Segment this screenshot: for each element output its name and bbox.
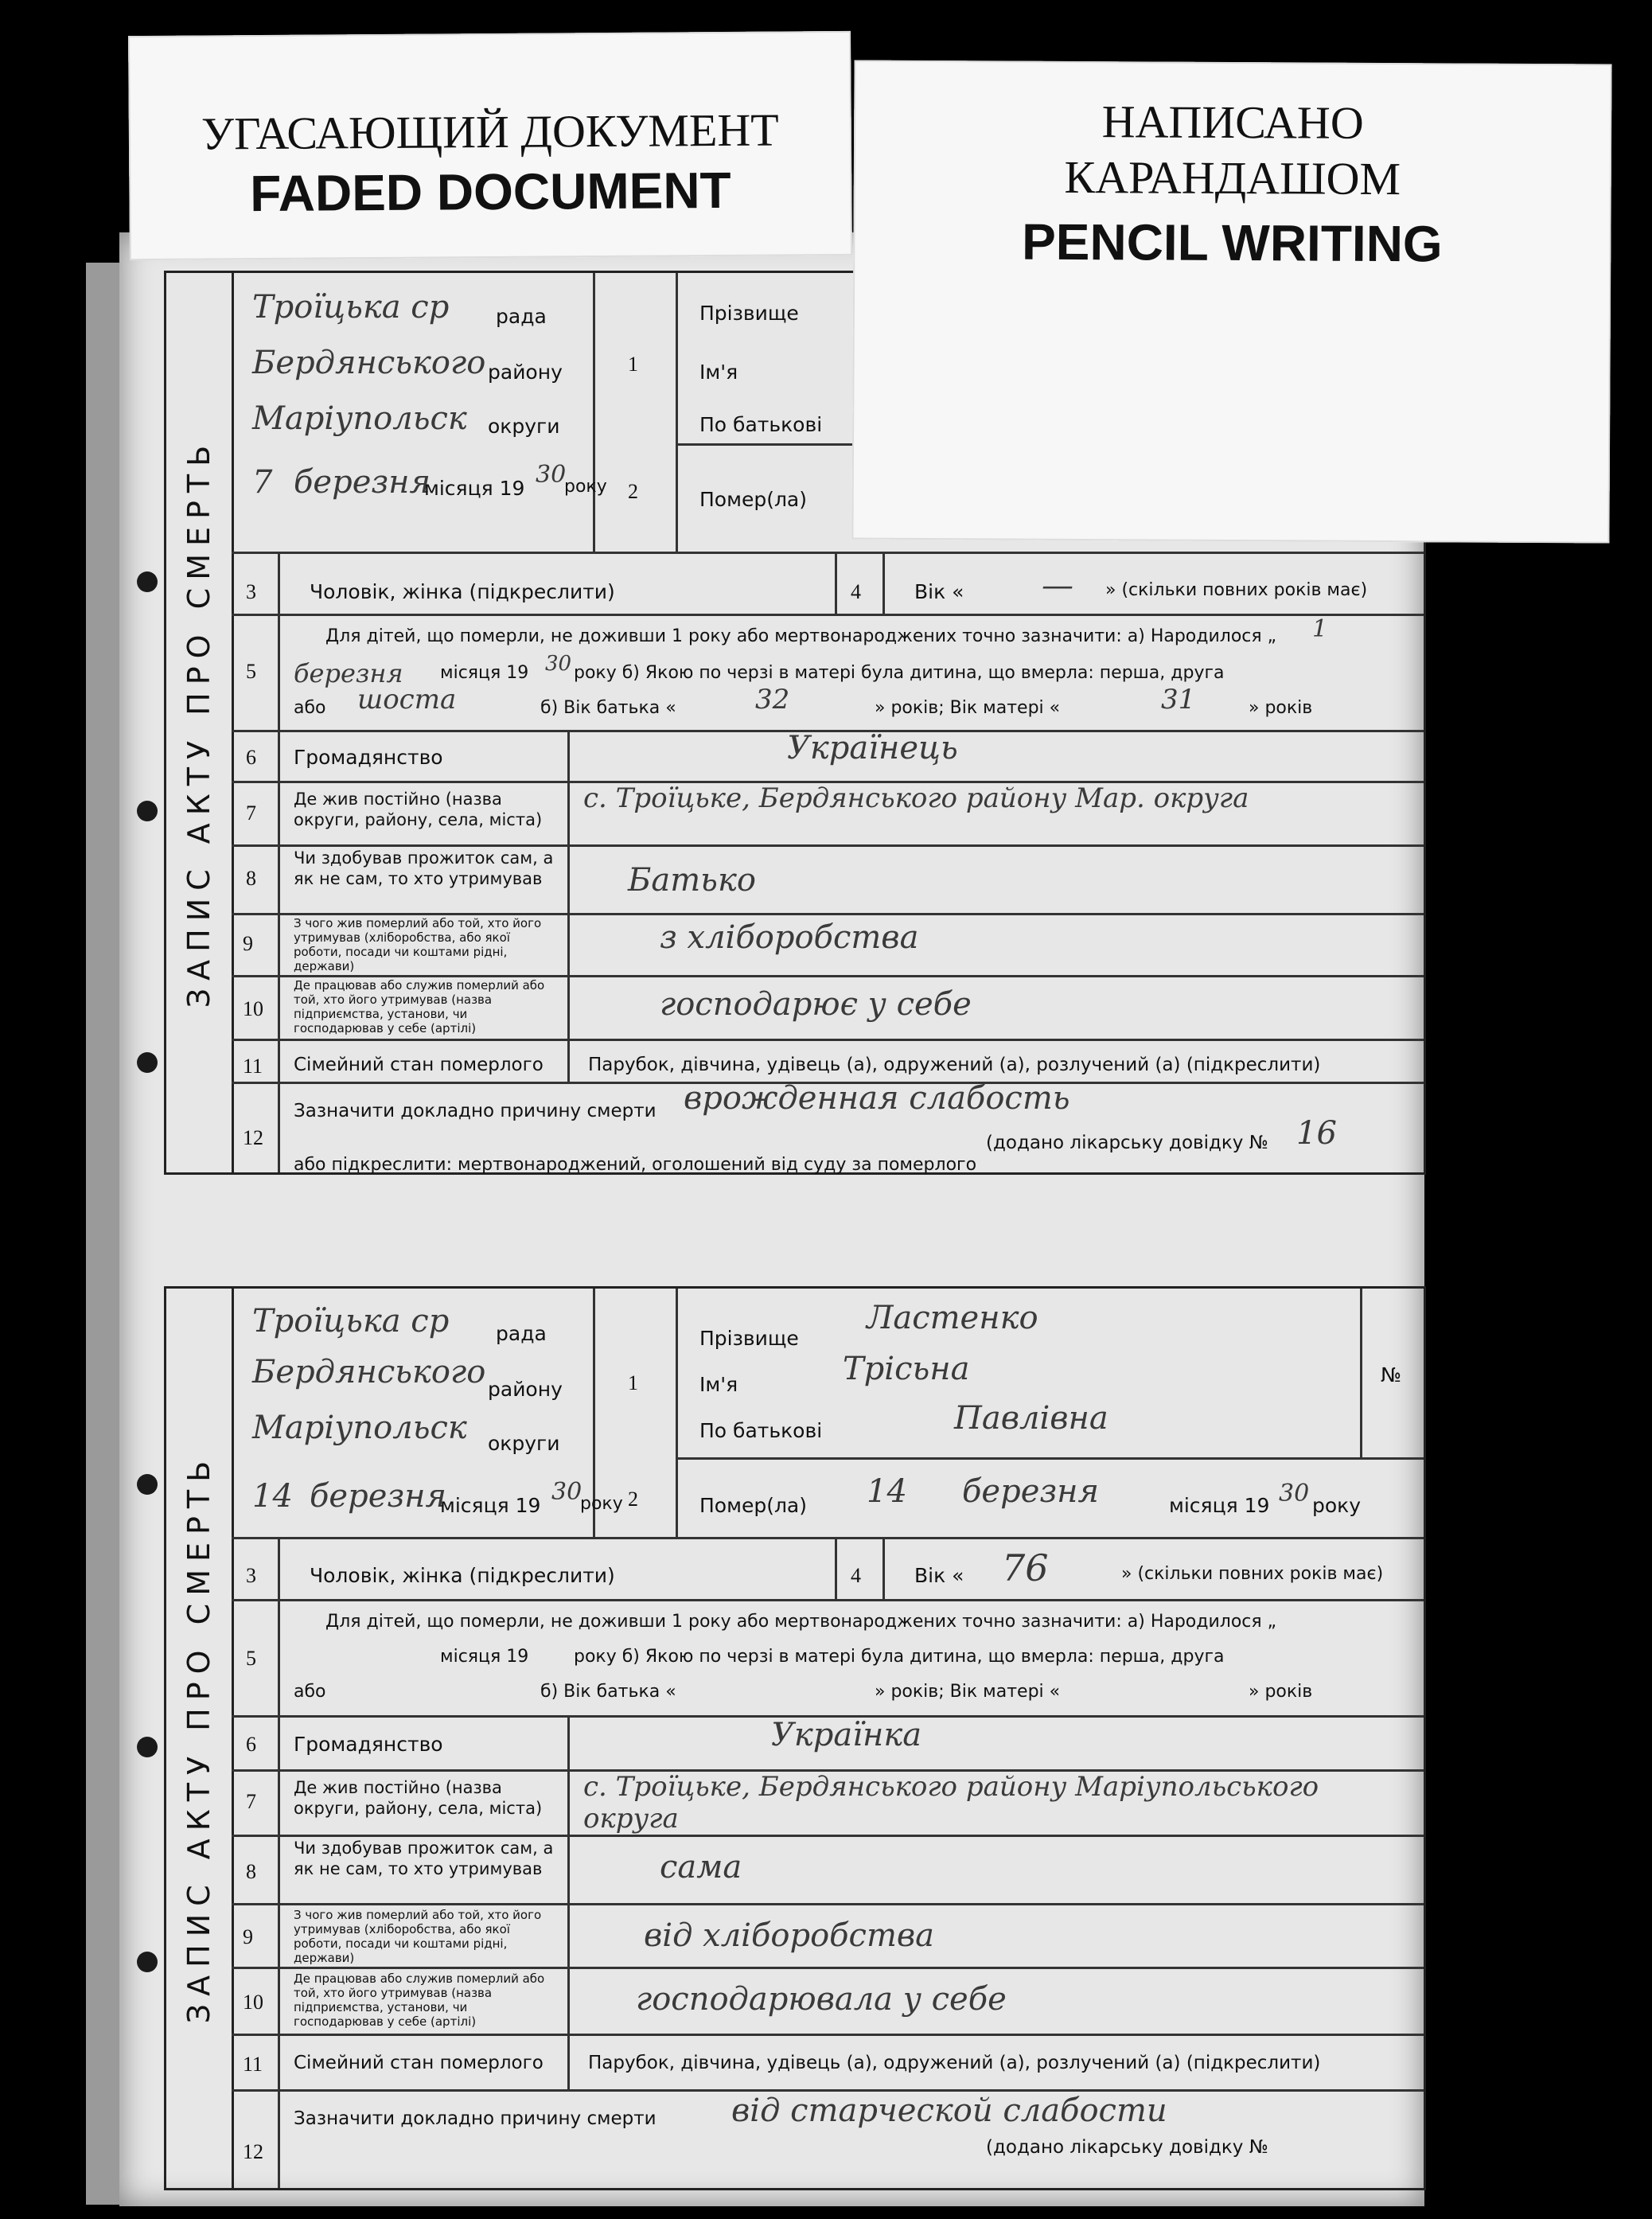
- record-side-title: ЗАПИС АКТУ ПРО СМЕРТЬ: [166, 1289, 234, 2188]
- record-1-okruh-value: Маріупольск: [252, 400, 467, 437]
- record-2-support: сама: [660, 1849, 742, 1886]
- record-1-residence: с. Троїцьке, Бердянського району Мар. округа: [583, 782, 1249, 814]
- pencil-writing-label: НАПИСАНО КАРАНДАШОМ PENCIL WRITING: [851, 60, 1611, 544]
- record-2-name: Трісьна: [843, 1351, 970, 1387]
- punch-hole: [137, 1952, 158, 1972]
- punch-hole: [137, 1737, 158, 1757]
- record-1-cause: врожденная слабость: [684, 1080, 1070, 1117]
- record-1-raion-value: Бердянського: [252, 345, 486, 381]
- record-2-citizenship: Українка: [771, 1717, 922, 1753]
- punch-hole: [137, 801, 158, 821]
- faded-document-label: УГАСАЮЩИЙ ДОКУМЕНТ FADED DOCUMENT: [128, 31, 852, 260]
- record-1-sex-label: Чоловік, жінка (підкреслити): [310, 580, 615, 603]
- record-2-sex-label: Чоловік, жінка (підкреслити): [310, 1564, 615, 1587]
- punch-hole: [137, 1052, 158, 1073]
- punch-hole: [137, 571, 158, 592]
- punch-hole: [137, 1474, 158, 1495]
- record-2-surname: Ластенко: [867, 1300, 1038, 1336]
- death-record-form-1: ЗАПИС АКТУ ПРО СМЕРТЬ Троїцька ср рада Бердянського району Маріупольск округи 7 березня місяця 19 30 року 1 2 Прізвище Ім'я По батькові Помер(ла) 3 Чоловік, жінка (підкреслити) 4 Вік « — » (скільки повних років має) 5 Для дітей, що померли, не доживши 1 року або мертвонароджених точно зазначити: а) Народилося „ 1 березня місяця 19 30 року б) Якою по черзі в матері була дитина, що вмерла: перша, друга або шоста б) Вік батька « 32 » років; Вік матері « 31 » років 6 Громадянство Українець 7 Де жив постійно (назва округи, району, села, міста) с. Троїцьке, Бердянського району Мар. округа 8 Чи здобував прожиток сам, а як не сам, то хто утримував Батько 9 З чого жив померлий або той, хто його утримував (хліборобства, або якої роботи, посади чи коштами рідні, держави) з хліборобства 10 Де працював або служив померлий або той, хто його утримував (назва підприємства, установи, чи господарював у себе (артілі) господарює у себе 11 Сімейний стан померлого Парубок, дівчина, удівець (а), одружений (а), розлучений (а) (підкреслити) 12 Зазначити докладно причину смерти врожденная слабость (додано лікарську довідку № 16 або підкреслити: мертвонароджений, оголошений від суду за померлого: [164, 271, 1426, 1175]
- record-1-support: Батько: [628, 862, 756, 899]
- record-1-work: господарює у себе: [660, 986, 972, 1023]
- record-1-rada-value: Троїцька ср: [252, 289, 450, 326]
- record-2-marital-status: Парубок, дівчина, удівець (а), одружений (а), розлучений (а) (підкреслити): [588, 2053, 1321, 2073]
- record-2-residence: с. Троїцьке, Бердянського району Маріупольського округа: [583, 1771, 1319, 1835]
- record-2-income: від хліборобства: [644, 1917, 935, 1954]
- record-side-title: ЗАПИС АКТУ ПРО СМЕРТЬ: [166, 273, 234, 1172]
- death-record-form-2: ЗАПИС АКТУ ПРО СМЕРТЬ Троїцька ср рада Бердянського району Маріупольск округи 14 березня місяця 19 30 року 1 2 Прізвище Ластенко Ім'я Трісьна По батькові Павлівна № Помер(ла) 14 березня місяця 19 30 року 3 Чоловік, жінка (підкреслити) 4 Вік « 76 » (скільки повних років має) 5 Для дітей, що померли, не доживши 1 року або мертвонароджених точно зазначити: а) Народилося „ місяця 19 року б) Якою по черзі в матері була дитина, що вмерла: перша, друга або б) Вік батька « » років; Вік матері « » років 6 Громадянство Українка 7 Де жив постійно (назва округи, району, села, міста) с. Троїцьке, Бердянського району Маріупольського округа 8 Чи здобував прожиток сам, а як не сам, то хто утримував сама 9 З чого жив померлий або той, хто його утримував (хліборобства, або якої роботи, посади чи коштами рідні, держави) від хліборобства 10 Де працював або служив померлий або той, хто його утримував (назва підприємства, установи, чи господарював у себе (артілі) господарювала у себе 11 Сімейний стан померлого Парубок, дівчина, удівець (а), одружений (а), розлучений (а) (підкреслити) 12 Зазначити докладно причину смерти від старческой слабости (додано лікарську довідку №: [164, 1286, 1426, 2190]
- record-number-mark: №: [1381, 1363, 1402, 1386]
- record-2-age: 76: [1002, 1546, 1049, 1589]
- record-2-rada-value: Троїцька ср: [252, 1303, 450, 1340]
- record-2-cause: від старческой слабости: [731, 2092, 1167, 2129]
- record-1-income: з хліборобства: [660, 919, 919, 956]
- record-1-citizenship: Українець: [787, 730, 958, 766]
- record-2-patronymic: Павлівна: [954, 1400, 1108, 1437]
- record-2-okruh-value: Маріупольск: [252, 1410, 467, 1446]
- record-2-raion-value: Бердянського: [252, 1354, 486, 1390]
- record-2-work: господарювала у себе: [636, 1981, 1007, 2018]
- record-1-age: —: [1042, 567, 1073, 604]
- record-1-certificate: 16: [1296, 1115, 1337, 1152]
- record-1-marital-status: Парубок, дівчина, удівець (а), одружений (а), розлучений (а) (підкреслити): [588, 1055, 1321, 1075]
